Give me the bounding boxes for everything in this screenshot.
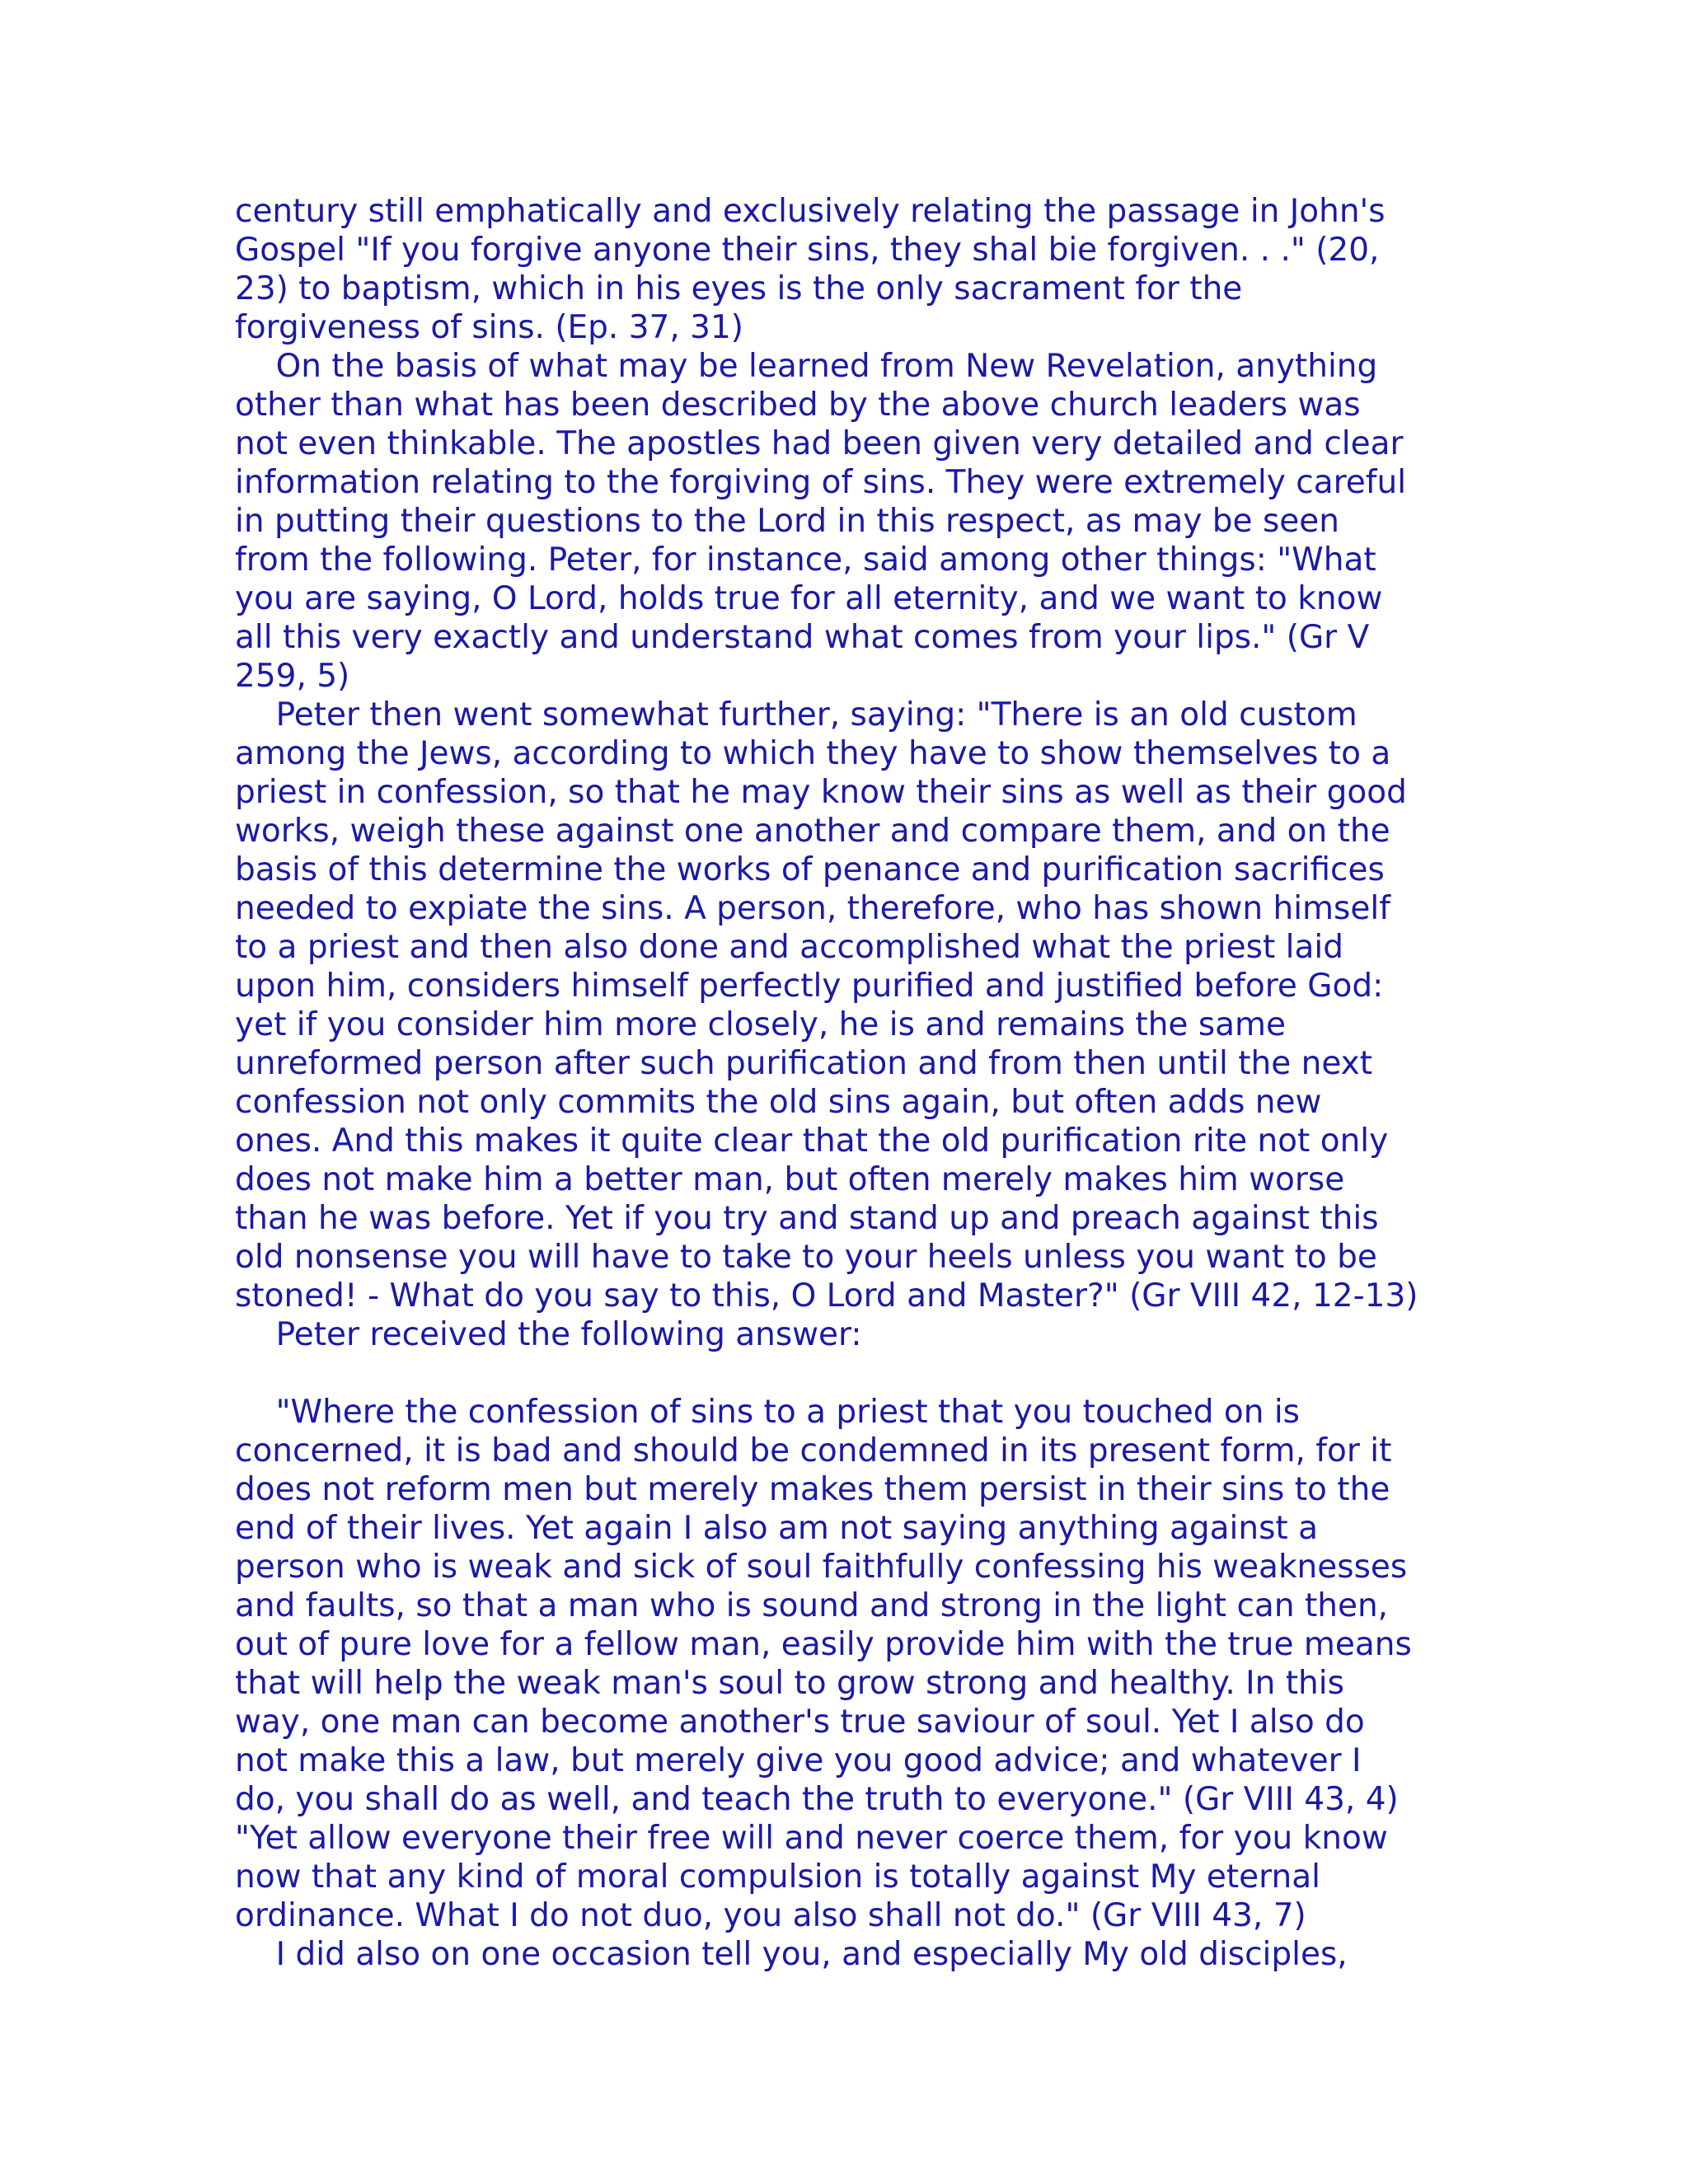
- text-line: upon him, considers himself perfectly purified and justified before God:: [235, 968, 1384, 1005]
- text-line: ones. And this makes it quite clear that the old purification rite not only: [235, 1122, 1389, 1160]
- text-line: in putting their questions to the Lord in this respect, as may be seen: [235, 503, 1339, 540]
- text-line: person who is weak and sick of soul faithfully confessing his weaknesses: [235, 1549, 1408, 1586]
- text-line: Peter then went somewhat further, saying: "There is an old custom: [235, 696, 1357, 733]
- text-line: now that any kind of moral compulsion is totally against My eternal: [235, 1858, 1320, 1896]
- text-line: to a priest and then also done and accomplished what the priest laid: [235, 929, 1343, 966]
- text-line: not make this a law, but merely give you good advice; and whatever I: [235, 1742, 1362, 1779]
- text-line: stoned! - What do you say to this, O Lord and Master?" (Gr VIII 42, 12-13): [235, 1277, 1418, 1315]
- text-line: 259, 5): [235, 658, 350, 695]
- text-line: works, weigh these against one another and compare them, and on the: [235, 813, 1390, 850]
- text-line: On the basis of what may be learned from New Revelation, anything: [235, 348, 1378, 385]
- text-line: priest in confession, so that he may know their sins as well as their good: [235, 774, 1407, 811]
- text-line: way, one man can become another's true saviour of soul. Yet I also do: [235, 1704, 1365, 1741]
- text-line: needed to expiate the sins. A person, therefore, who has shown himself: [235, 890, 1390, 927]
- text-line: yet if you consider him more closely, he is and remains the same: [235, 1006, 1287, 1043]
- text-line: does not make him a better man, but often merely makes him worse: [235, 1161, 1345, 1198]
- text-line: century still emphatically and exclusively relating the passage in John's: [235, 193, 1386, 230]
- text-line: you are saying, O Lord, holds true for all eternity, and we want to know: [235, 580, 1383, 617]
- text-line: concerned, it is bad and should be condemned in its present form, for it: [235, 1432, 1392, 1469]
- text-line: basis of this determine the works of penance and purification sacrifices: [235, 851, 1385, 888]
- text-line: information relating to the forgiving of sins. They were extremely careful: [235, 464, 1407, 501]
- text-line: 23) to baptism, which in his eyes is the only sacrament for the: [235, 270, 1243, 307]
- text-line: forgiveness of sins. (Ep. 37, 31): [235, 309, 743, 346]
- text-line: from the following. Peter, for instance, said among other things: "What: [235, 541, 1376, 579]
- text-line: "Yet allow everyone their free will and never coerce them, for you know: [235, 1820, 1388, 1857]
- text-line: not even thinkable. The apostles had been given very detailed and clear: [235, 425, 1404, 462]
- document-page: [235, 192, 1471, 1974]
- text-line: end of their lives. Yet again I also am not saying anything against a: [235, 1510, 1319, 1547]
- text-line: unreformed person after such purification and from then until the next: [235, 1045, 1373, 1082]
- text-line: than he was before. Yet if you try and stand up and preach against this: [235, 1200, 1379, 1237]
- text-line: does not reform men but merely makes them persist in their sins to the: [235, 1471, 1390, 1508]
- text-line: and faults, so that a man who is sound and strong in the light can then,: [235, 1587, 1389, 1624]
- text-line: that will help the weak man's soul to grow strong and healthy. In this: [235, 1665, 1344, 1702]
- text-line: other than what has been described by the above church leaders was: [235, 387, 1361, 424]
- text-line: among the Jews, according to which they have to show themselves to a: [235, 735, 1391, 772]
- text-line: "Where the confession of sins to a priest that you touched on is: [235, 1394, 1300, 1431]
- text-line: confession not only commits the old sins again, but often adds new: [235, 1084, 1322, 1121]
- text-line: I did also on one occasion tell you, and especially My old disciples,: [235, 1936, 1348, 1973]
- text-line: old nonsense you will have to take to your heels unless you want to be: [235, 1239, 1377, 1276]
- text-line: Gospel "If you forgive anyone their sins, they shal bie forgiven. . ." (20,: [235, 232, 1380, 269]
- text-line: ordinance. What I do not duo, you also shall not do." (Gr VIII 43, 7): [235, 1897, 1306, 1934]
- text-line: Peter received the following answer:: [235, 1316, 862, 1353]
- text-line: out of pure love for a fellow man, easily provide him with the true means: [235, 1626, 1412, 1663]
- text-line: all this very exactly and understand what comes from your lips." (Gr V: [235, 619, 1370, 656]
- paragraph-gap: [235, 1354, 1471, 1393]
- text-line: do, you shall do as well, and teach the truth to everyone." (Gr VIII 43, 4): [235, 1781, 1399, 1818]
